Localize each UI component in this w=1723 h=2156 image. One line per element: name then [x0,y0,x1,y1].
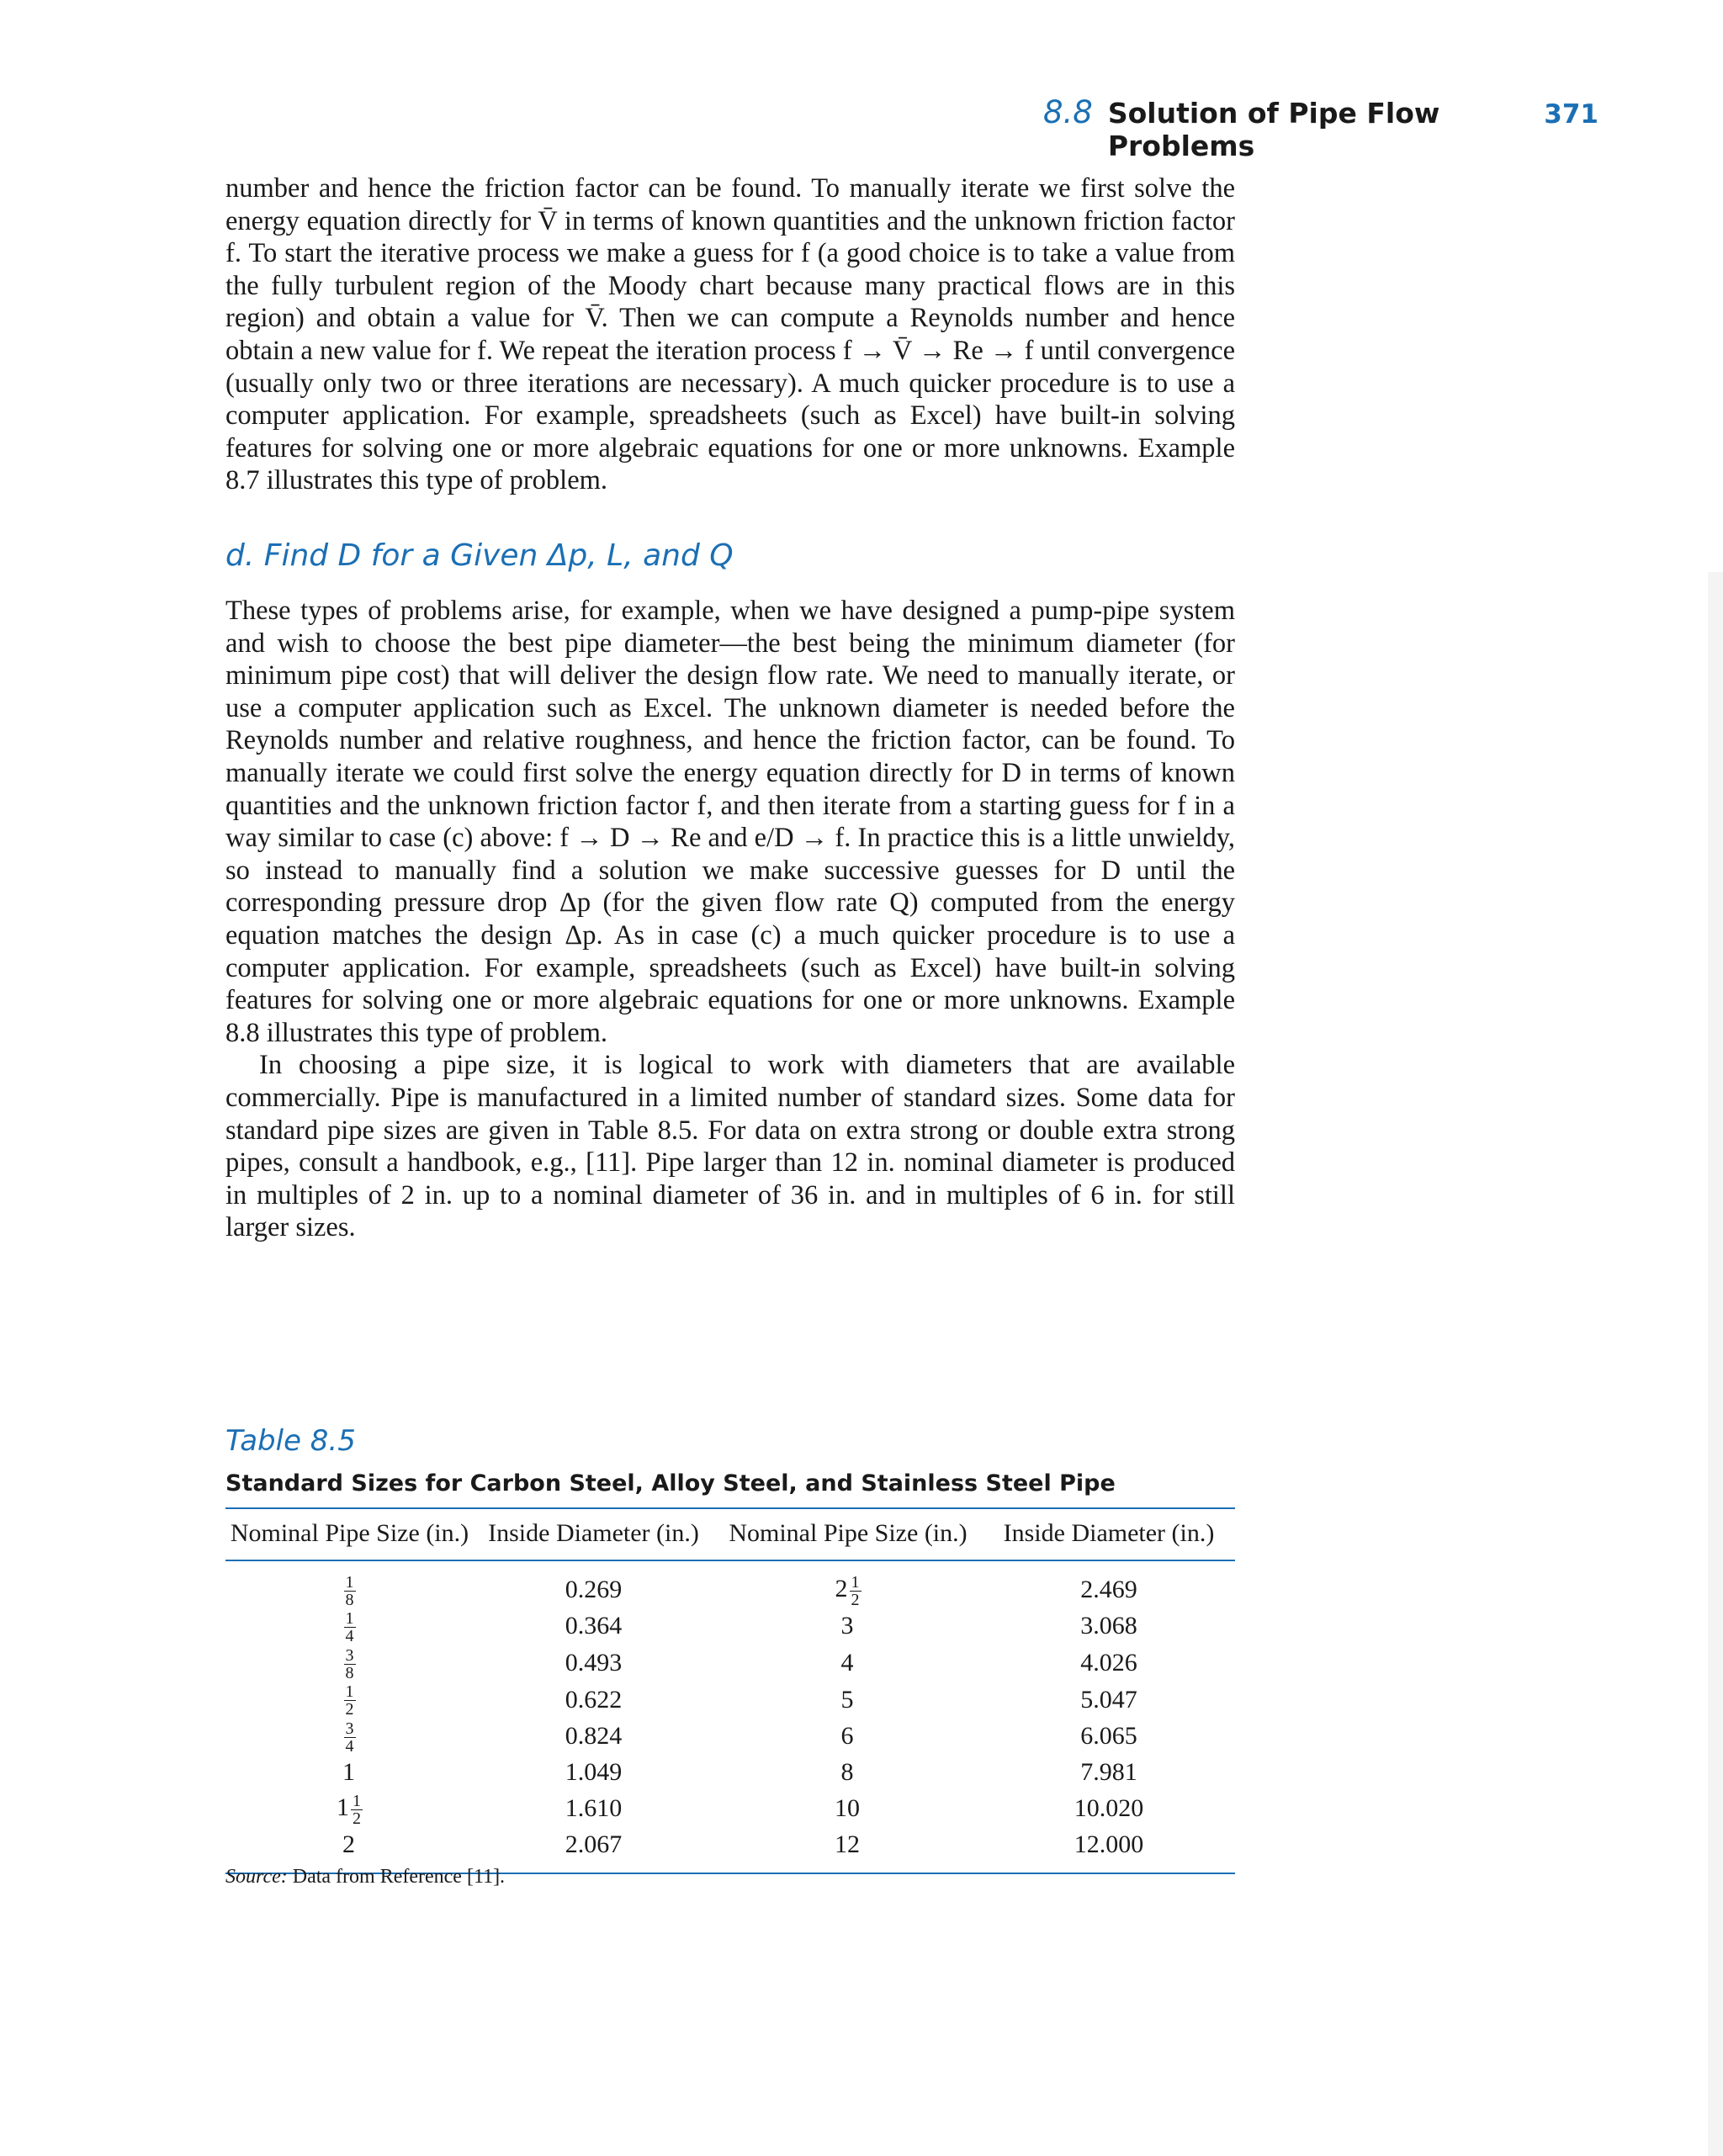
column-header: Inside Diameter (in.) [983,1508,1235,1560]
column-header: Nominal Pipe Size (in.) [713,1508,983,1560]
nominal-size-cell: 2 $\frac{1}{2}$ [835,1572,860,1609]
source-text: Data from Reference [11]. [292,1866,506,1888]
fraction: $\frac{1}{2}$ [353,1791,361,1828]
running-header [1043,94,1598,162]
nominal-size-cell: 5 [840,1685,854,1714]
inside-diameter-cell: 0.622 [565,1685,623,1714]
paragraph: These types of problems arise, for example, when we have designed a pump-pipe system and wish to choose the best pipe diameter—the best being the minimum diameter (for minimum pipe cost) that will deliver the design flow rate. We need to manually iterate, or use a computer application such as Excel. The unknown diameter is needed before the Reynolds number and relative roughness, and hence the friction factor, can be found. To manually iterate we could first solve the energy equation directly for D in terms of known quantities and the unknown friction factor f, and then iterate from a starting guess for f in a way similar to case (c) above: f → D → Re and e/D → f. In practice this is a little unwieldy, so instead to manually find a solution we make successive guesses for D until the corresponding pressure drop Δp (for the given flow rate Q) computed from the energy equation matches the design Δp. As in case (c) a much quicker procedure is to use a computer application. For example, spreadsheets (such as Excel) have built-in solving features for solving one or more algebraic equations for one or more unknowns. Example 8.8 illustrates this type of problem. [225,596,1235,1048]
inside-diameter-cell: 2.067 [474,1827,713,1873]
table-row [225,1645,1235,1682]
table-body [225,1560,1235,1873]
inside-diameter-cell: 4.026 [1080,1649,1137,1677]
inside-diameter-cell: 1.610 [565,1793,623,1822]
table-row [225,1755,1235,1790]
nominal-size-cell: 2 [225,1827,474,1873]
inside-diameter-cell: 0.493 [565,1649,623,1677]
nominal-size-cell: 4 [840,1649,854,1677]
fraction: $\frac{3}{8}$ [345,1645,354,1682]
nominal-size-cell: 8 [840,1758,854,1787]
inside-diameter-cell: 12.000 [983,1827,1235,1873]
nominal-size-cell: 3 [840,1612,854,1640]
nominal-size-cell: 12 [713,1827,983,1873]
paragraph: number and hence the friction factor can be found. To manually iterate we first solve the energy equation directly for V̄ in terms of known quantities and the unknown friction factor f. To start the iterative process we make a guess for f (a good choice is to take a value from the fully turbulent region of the Moody chart because many practical flows are in this region) and obtain a value for V̄. Then we can compute a Reynolds number and hence obtain a new value for f. We repeat the iteration process f → V̄ → Re → f until convergence (usually only two or three iterations are necessary). A much quicker procedure is to use a computer application. For example, spreadsheets (such as Excel) have built-in solving features for solving one or more algebraic equations for one or more unknowns. Example 8.7 illustrates this type of problem. [225,173,1235,496]
section-number: 8.8 [1043,94,1093,130]
fraction: $\frac{1}{2}$ [345,1682,354,1719]
nominal-size-cell: 10 [835,1793,860,1822]
pipe-size-table [225,1507,1235,1874]
inside-diameter-cell: 0.269 [565,1575,623,1603]
column-header: Inside Diameter (in.) [474,1508,713,1560]
table-label: Table 8.5 [225,1424,356,1458]
table-row [225,1718,1235,1755]
subsection-heading: d. Find D for a Given Δp, L, and Q [225,538,734,573]
nominal-size-cell [225,1645,474,1682]
inside-diameter-cell: 0.364 [565,1612,623,1640]
nominal-size-cell [225,1560,474,1608]
nominal-size-cell [225,1718,474,1755]
fraction: $\frac{1}{8}$ [345,1572,354,1609]
nominal-size-cell: 1 $\frac{1}{2}$ [337,1791,361,1828]
table-caption: Standard Sizes for Carbon Steel, Alloy Steel, and Stainless Steel Pipe [225,1470,1116,1496]
page-edge-shadow [1708,572,1723,2156]
pipe-size-table-container [225,1507,1235,1874]
nominal-size-cell [225,1608,474,1645]
table-row [225,1560,1235,1608]
inside-diameter-cell: 10.020 [1074,1793,1144,1822]
fraction: $\frac{1}{2}$ [851,1572,860,1609]
page-number: 371 [1544,99,1598,130]
inside-diameter-cell: 7.981 [1080,1758,1137,1787]
fraction: $\frac{3}{4}$ [345,1719,354,1756]
inside-diameter-cell: 2.469 [1080,1575,1137,1603]
inside-diameter-cell: 1.049 [565,1758,623,1787]
body-text-top [225,172,1235,497]
inside-diameter-cell: 6.065 [1080,1722,1137,1751]
table-source-note [225,1866,505,1888]
source-label: Source: [225,1866,288,1888]
table-row [225,1790,1235,1827]
nominal-size-cell: 1 [342,1758,355,1787]
nominal-size-cell [225,1682,474,1719]
body-text-bottom [225,595,1235,1244]
paragraph: In choosing a pipe size, it is logical to work with diameters that are available commercially. Pipe is manufactured in a limited number of standard sizes. Some data for standard pipe sizes are given in Table 8.5. For data on extra strong or double extra strong pipes, consult a handbook, e.g., [11]. Pipe larger than 12 in. nominal diameter is produced in multiples of 2 in. up to a nominal diameter of 36 in. and in multiples of 6 in. for still larger sizes. [225,1050,1235,1243]
fraction: $\frac{1}{4}$ [345,1609,354,1646]
table-row [225,1682,1235,1719]
table-row [225,1608,1235,1645]
section-title: Solution of Pipe Flow Problems [1107,97,1440,162]
nominal-size-cell: 6 [840,1722,854,1751]
inside-diameter-cell: 3.068 [1080,1612,1137,1640]
inside-diameter-cell: 0.824 [565,1722,623,1751]
inside-diameter-cell: 5.047 [1080,1685,1137,1714]
column-header: Nominal Pipe Size (in.) [225,1508,474,1560]
table-header-row [225,1508,1235,1560]
